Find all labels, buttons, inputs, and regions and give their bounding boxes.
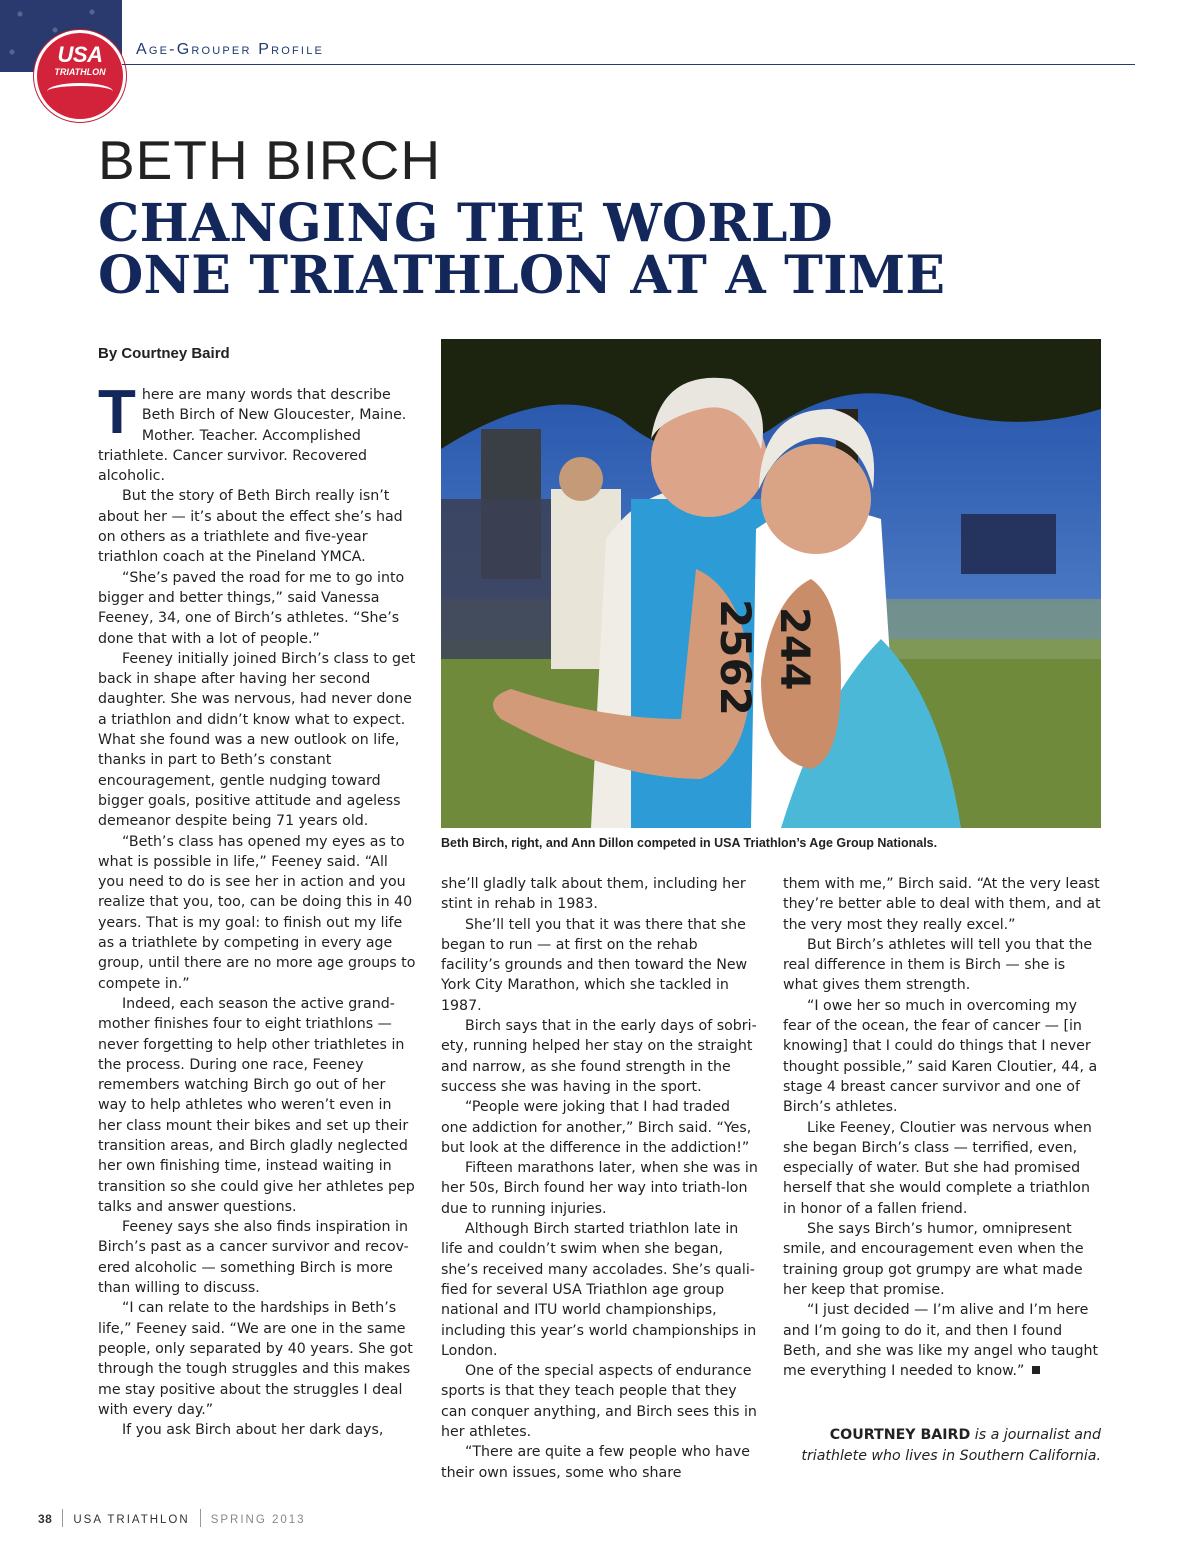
article-column-2: [441, 874, 759, 1483]
end-mark-icon: [1032, 1366, 1040, 1374]
paragraph: “I can relate to the hardships in Beth’s life,” Feeney said. “We are one in the same people, only separated by 40 years. She got through the tough struggles and this makes me stay positive about the struggles I deal with every day.”: [98, 1300, 413, 1418]
paragraph: [98, 378, 416, 486]
paragraph: Although Birch started triathlon late in life and couldn’t swim when she began, she’s received many accolades. She’s quali-fied for several USA Triathlon age group national and ITU world championships, including this year’s world championships in London.: [441, 1221, 757, 1359]
logo-text: USA: [57, 42, 103, 67]
paragraph: Like Feeney, Cloutier was nervous when she began Birch’s class — terrified, even, especially of water. But she had promised herself that she would complete a triathlon in honor of a fallen friend.: [783, 1119, 1092, 1217]
paragraph: “Beth’s class has opened my eyes as to what is possible in life,” Feeney said. “All you need to do is see her in action and you realize that you, too, can be doing this in 40 years. That is my goal: to finish out my life as a triathlete by competing in every age group, until there are no more age groups to compete in.”: [98, 833, 416, 992]
paragraph: [783, 1300, 1101, 1381]
publication-name: USA TRIATHLON: [73, 1514, 190, 1526]
paragraph: them with me,” Birch said. “At the very least they’re better able to deal with them, and at the very most they really excel.”: [783, 876, 1101, 933]
paragraph: “There are quite a few people who have their own issues, some who share: [441, 1444, 750, 1481]
paragraph-text: “I just decided — I’m alive and I’m here and I’m going to do it, and then I found Beth, and she was like my angel who taught me everything I needed to know.”: [783, 1302, 1099, 1380]
byline: By Courtney Baird: [98, 345, 230, 362]
paragraph: “She’s paved the road for me to go into bigger and better things,” said Vanessa Feeney, 34, one of Birch’s athletes. “She’s done that with a lot of people.”: [98, 569, 405, 647]
headline-line-1: CHANGING THE WORLD: [98, 193, 833, 254]
bib-number-right: 244: [771, 607, 817, 691]
article-photo: [441, 339, 1101, 828]
article-column-3: [783, 874, 1101, 1381]
article-column-1: [98, 378, 416, 1440]
author-name: COURTNEY BAIRD: [829, 1427, 971, 1443]
section-label: Age-Grouper Profile: [136, 41, 325, 58]
headline-line-2: ONE TRIATHLON AT A TIME: [98, 245, 946, 306]
author-bio: [783, 1425, 1101, 1467]
paragraph: she’ll gladly talk about them, including her stint in rehab in 1983.: [441, 876, 746, 913]
paragraph: Fifteen marathons later, when she was in her 50s, Birch found her way into triath-lon due to running injuries.: [441, 1160, 758, 1217]
author-bio-text: is a journalist and triathlete who lives in Southern California.: [801, 1427, 1101, 1464]
logo-subtext: TRIATHLON: [54, 67, 106, 77]
paragraph: “I owe her so much in overcoming my fear of the ocean, the fear of cancer — [in knowing] that I could do things that I never thought possible,” said Karen Cloutier, 44, a stage 4 breast cancer survivor and one of Birch’s athletes.: [783, 997, 1098, 1116]
paragraph: Indeed, each season the active grand-mother finishes four to eight triathlons — never forgetting to help other triathletes in the process. During one race, Feeney remembers watching Birch go out of her way to help athletes who weren’t even in her class mount their bikes and set up their transition areas, and Birch gladly neglected her own finishing time, instead waiting in transition so she could give her athletes pep talks and answer questions.: [98, 995, 415, 1215]
header-rule: [122, 64, 1135, 65]
paragraph-text: here are many words that describe Beth Birch of New Gloucester, Maine. Mother. Teacher. Accomplished triathlete. Cancer survivor. Recovered alcoholic.: [98, 387, 407, 485]
issue-label: SPRING 2013: [210, 1514, 306, 1526]
paragraph: Birch says that in the early days of sobri-ety, running helped her stay on the straight and narrow, as she found strength in the success she was having in the sport.: [441, 1018, 757, 1095]
footer-divider: [62, 1509, 63, 1527]
paragraph: Feeney says she also finds inspiration in Birch’s past as a cancer survivor and recov-ered alcoholic — something Birch is more than willing to discuss.: [98, 1219, 409, 1297]
footer-divider: [200, 1509, 201, 1527]
paragraph: “People were joking that I had traded one addiction for another,” Birch said. “Yes, but look at the difference in the addiction!”: [441, 1099, 752, 1156]
paragraph: She’ll tell you that it was there that she began to run — at first on the rehab facility’s grounds and then toward the New York City Marathon, which she tackled in 1987.: [441, 916, 748, 1014]
subject-name: BETH BIRCH: [98, 129, 442, 191]
photo-caption: Beth Birch, right, and Ann Dillon competed in USA Triathlon’s Age Group Nationals.: [441, 836, 938, 850]
usa-triathlon-logo: [34, 30, 126, 122]
page-footer: [38, 1509, 306, 1527]
paragraph: If you ask Birch about her dark days,: [122, 1422, 384, 1439]
logo-swoosh: [47, 83, 113, 100]
drop-cap: T: [98, 378, 136, 447]
headline: [98, 193, 946, 306]
paragraph: But Birch’s athletes will tell you that the real difference in them is Birch — she is what gives them strength.: [783, 936, 1093, 994]
paragraph: She says Birch’s humor, omnipresent smile, and encouragement even when the training group got grumpy are what made her keep that promise.: [783, 1221, 1084, 1298]
paragraph: One of the special aspects of endurance sports is that they teach people that they can conquer anything, and Birch sees this in her athletes.: [441, 1363, 757, 1441]
bib-number-left: 2562: [711, 599, 760, 716]
photo-illustration: [441, 339, 1101, 828]
page-number: 38: [38, 1512, 53, 1526]
paragraph: Feeney initially joined Birch’s class to get back in shape after having her second daughter. She was nervous, had never done a triathlon and didn’t know what to expect. What she found was a new outlook on life, thanks in part to Beth’s constant encouragement, gentle nudging toward bigger goals, positive attitude and ageless demeanor despite being 71 years old.: [98, 650, 416, 830]
paragraph: But the story of Beth Birch really isn’t about her — it’s about the effect she’s had on others as a triathlete and five-year triathlon coach at the Pineland YMCA.: [98, 488, 403, 566]
